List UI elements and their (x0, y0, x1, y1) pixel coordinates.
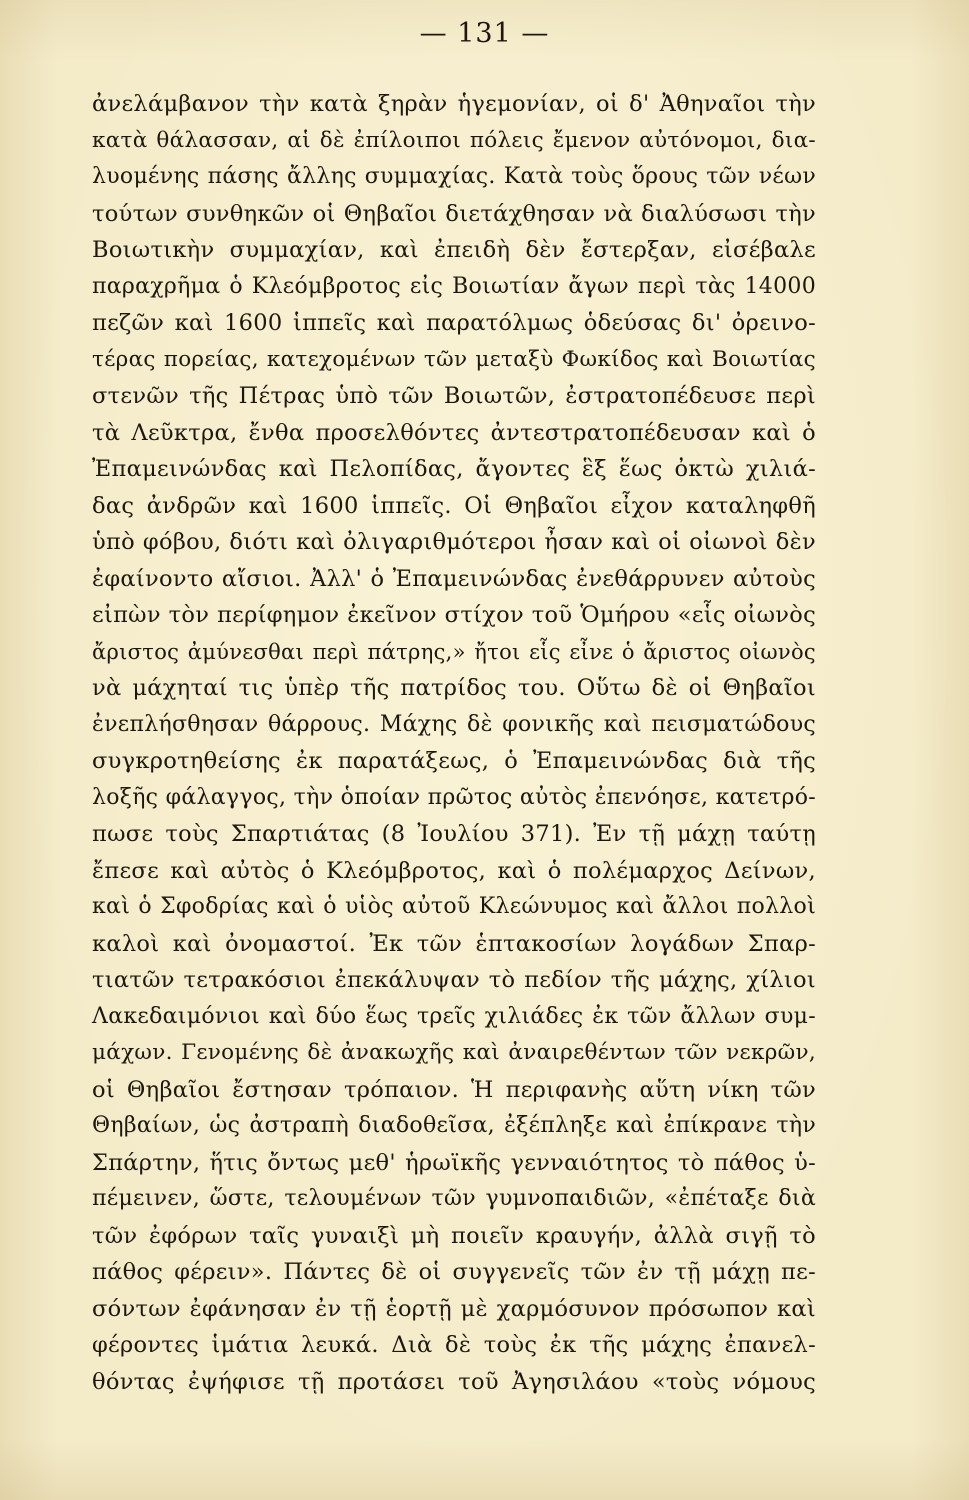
text-line: λοξῆς φάλαγγος, τὴν ὁποίαν πρῶτος αὐτὸς ἐπενόησε, κατετρό- (92, 784, 816, 810)
text-line: δας ἀνδρῶν καὶ 1600 ἱππεῖς. Οἱ Θηβαῖοι εἶχον καταληφθῆ (92, 492, 816, 519)
text-line: τέρας πορείας, κατεχομένων τῶν μεταξὺ Φωκίδος καὶ Βοιωτίας (92, 346, 816, 372)
text-line: συγκροτηθείσης ἐκ παρατάξεως, ὁ Ἐπαμεινώνδας διὰ τῆς (92, 748, 816, 774)
text-line: Σπάρτην, ἥτις ὄντως μεθ' ἡρωϊκῆς γενναιότητος τὸ πάθος ὑ- (92, 1149, 816, 1176)
text-line: ἔπεσε καὶ αὐτὸς ὁ Κλεόμβροτος, καὶ ὁ πολέμαρχος Δείνων, (92, 857, 816, 884)
text-line: ἐνεπλήσθησαν θάρρους. Μάχης δὲ φονικῆς καὶ πεισματώδους (92, 711, 816, 737)
text-line: μάχων. Γενομένης δὲ ἀνακωχῆς καὶ ἀναιρεθέντων τῶν νεκρῶν, (92, 1040, 816, 1065)
text-line: ἐφαίνοντο αἴσιοι. Ἀλλ' ὁ Ἐπαμεινώνδας ἐνεθάρρυνεν αὐτοὺς (92, 565, 816, 592)
text-line: σόντων ἐφάνησαν ἐν τῇ ἑορτῇ μὲ χαρμόσυνον πρόσωπον καὶ (92, 1295, 816, 1322)
text-line: ὑπὸ φόβου, διότι καὶ ὀλιγαριθμότεροι ἦσαν καὶ οἱ οἰωνοὶ δὲν (92, 529, 816, 555)
text-line: φέροντες ἱμάτια λευκά. Διὰ δὲ τοὺς ἐκ τῆς μάχης ἐπανελ- (92, 1332, 816, 1358)
text-line: κατὰ θάλασσαν, αἱ δὲ ἐπίλοιποι πόλεις ἔμενον αὐτόνομοι, δια- (92, 127, 816, 153)
text-line: τὰ Λεῦκτρα, ἔνθα προσελθόντες ἀντεστρατοπέδευσαν καὶ ὁ (92, 419, 816, 446)
page-number-header: — 131 — (419, 18, 550, 49)
text-line: θόντας ἐψήφισε τῇ προτάσει τοῦ Ἀγησιλάου «τοὺς νόμους (92, 1368, 816, 1395)
text-line: πέμεινεν, ὥστε, τελουμένων τῶν γυμνοπαιδιῶν, «ἐπέταξε διὰ (92, 1186, 816, 1211)
text-line: οἱ Θηβαῖοι ἔστησαν τρόπαιον. Ἡ περιφανὴς αὕτη νίκη τῶν (92, 1076, 816, 1103)
text-line: Ἐπαμεινώνδας καὶ Πελοπίδας, ἄγοντες ἓξ ἕως ὀκτὼ χιλιά- (92, 456, 816, 482)
text-line: πεζῶν καὶ 1600 ἱππεῖς καὶ παρατόλμως ὁδεύσας δι' ὀρεινο- (92, 310, 816, 336)
text-line: τιατῶν τετρακόσιοι ἐπεκάλυψαν τὸ πεδίον τῆς μάχης, χίλιοι (92, 967, 816, 993)
text-line: στενῶν τῆς Πέτρας ὑπὸ τῶν Βοιωτῶν, ἐστρατοπέδευσε περὶ (92, 383, 816, 409)
text-line: καλοὶ καὶ ὀνομαστοί. Ἐκ τῶν ἑπτακοσίων λογάδων Σπαρ- (92, 930, 816, 957)
text-line: ἄριστος ἀμύνεσθαι περὶ πάτρης,» ἤτοι εἷς εἶνε ὁ ἄριστος οἰωνὸς (92, 639, 816, 664)
text-line: πάθος φέρειν». Πάντες δὲ οἱ συγγενεῖς τῶν ἐν τῇ μάχῃ πε- (92, 1259, 816, 1285)
text-line: τῶν ἐφόρων ταῖς γυναιξὶ μὴ ποιεῖν κραυγήν, ἀλλὰ σιγῇ τὸ (92, 1222, 816, 1249)
text-line: Λακεδαιμόνιοι καὶ δύο ἕως τρεῖς χιλιάδες ἐκ τῶν ἄλλων συμ- (92, 1003, 816, 1029)
text-line: Βοιωτικὴν συμμαχίαν, καὶ ἐπειδὴ δὲν ἔστερξαν, εἰσέβαλε (92, 237, 816, 263)
text-line: καὶ ὁ Σφοδρίας καὶ ὁ υἱὸς αὐτοῦ Κλεώνυμος καὶ ἄλλοι πολλοὶ (92, 894, 816, 919)
text-line: νὰ μάχηταί τις ὑπὲρ τῆς πατρίδος του. Οὕτω δὲ οἱ Θηβαῖοι (92, 675, 816, 701)
text-line: τούτων συνθηκῶν οἱ Θηβαῖοι διετάχθησαν νὰ διαλύσωσι τὴν (92, 200, 816, 227)
text-line: λυομένης πάσης ἄλλης συμμαχίας. Κατὰ τοὺς ὅρους τῶν νέων (92, 164, 816, 189)
body-text (92, 86, 816, 1400)
text-line: εἰπὼν τὸν περίφημον ἐκεῖνον στίχον τοῦ Ὁμήρου «εἷς οἰωνὸς (92, 602, 816, 628)
text-line: παραχρῆμα ὁ Κλεόμβροτος εἰς Βοιωτίαν ἄγων περὶ τὰς 14000 (92, 273, 816, 299)
text-line: Θηβαίων, ὡς ἀστραπὴ διαδοθεῖσα, ἐξέπληξε καὶ ἐπίκρανε τὴν (92, 1113, 816, 1138)
text-line: πωσε τοὺς Σπαρτιάτας (8 Ἰουλίου 371). Ἐν τῇ μάχῃ ταύτῃ (92, 821, 816, 847)
text-line: ἀνελάμβανον τὴν κατὰ ξηρὰν ἡγεμονίαν, οἱ δ' Ἀθηναῖοι τὴν (92, 91, 816, 117)
